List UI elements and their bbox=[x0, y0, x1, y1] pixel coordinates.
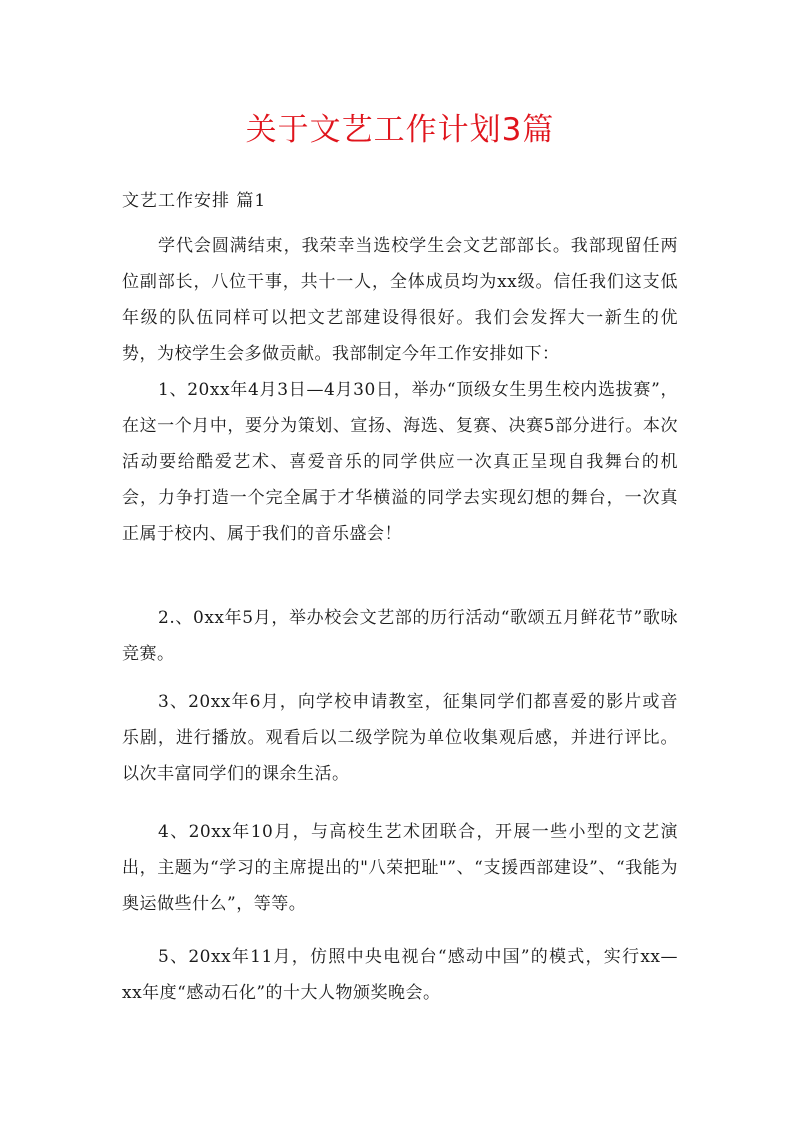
paragraph-item-3: 3、20xx年6月，向学校申请教室，征集同学们都喜爱的影片或音乐剧，进行播放。观看后以二级学院为单位收集观后感，并进行评比。以次丰富同学们的课余生活。 bbox=[122, 692, 678, 784]
paragraph-item-1: 1、20xx年4月3日—4月30日，举办“顶级女生男生校内选拔赛”，在这一个月中，要分为策划、宣扬、海选、复赛、决赛5部分进行。本次活动要给酷爱艺术、喜爱音乐的同学供应一次真正呈现自我舞台的机会，力争打造一个完全属于才华横溢的同学去实现幻想的舞台，一次真正属于校内、属于我们的音乐盛会！ bbox=[122, 380, 678, 544]
paragraph-item-5: 5、20xx年11月，仿照中央电视台“感动中国”的模式，实行xx—xx年度“感动石化”的十大人物颁奖晚会。 bbox=[122, 947, 678, 1003]
section-heading: 文艺工作安排 篇1 bbox=[122, 191, 267, 211]
paragraph-intro: 学代会圆满结束，我荣幸当选校学生会文艺部部长。我部现留任两位副部长，八位干事，共十一人，全体成员均为xx级。信任我们这支低年级的队伍同样可以把文艺部建设得很好。我们会发挥大一新生的优势，为校学生会多做贡献。我部制定今年工作安排如下： bbox=[122, 236, 678, 364]
document-title: 关于文艺工作计划3篇 bbox=[245, 112, 555, 148]
paragraph-item-2: 2.、0xx年5月，举办校会文艺部的历行活动“歌颂五月鲜花节”歌咏竞赛。 bbox=[122, 608, 678, 664]
paragraph-item-4: 4、20xx年10月，与高校生艺术团联合，开展一些小型的文艺演出，主题为“学习的主席提出的"八荣把耻"”、“支援西部建设”、“我能为奥运做些什么”，等等。 bbox=[122, 822, 678, 914]
